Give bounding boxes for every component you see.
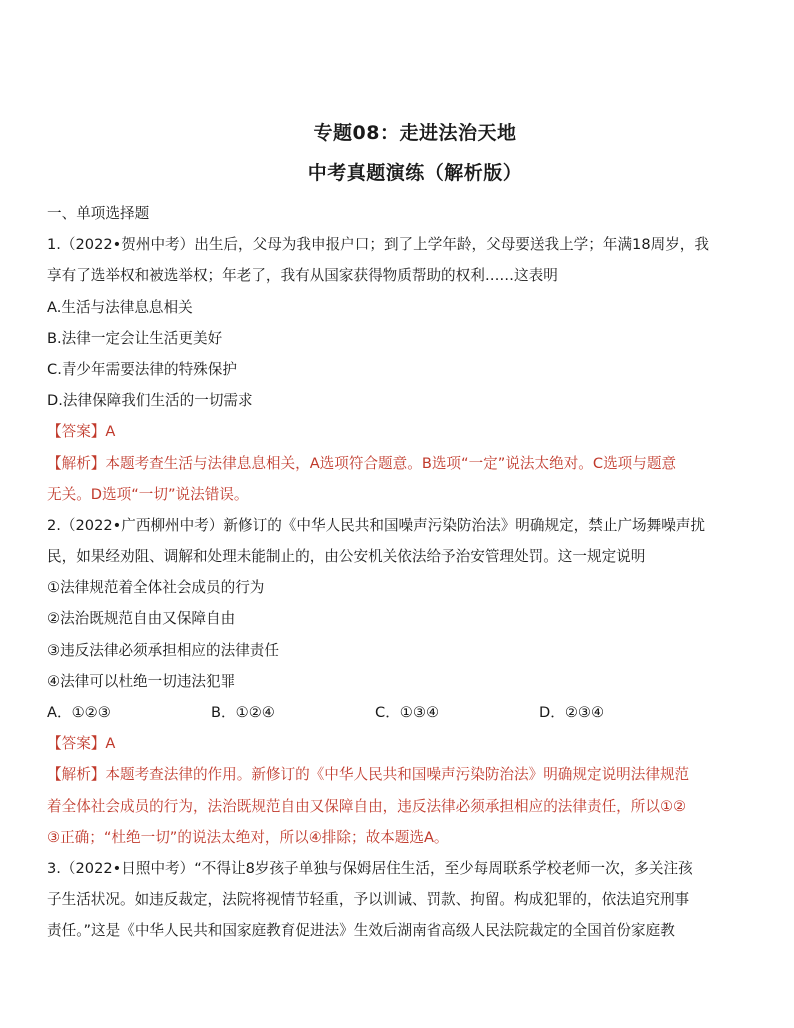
question-2-answer: 【答案】A [47,735,116,753]
question-1-stem-line-1: 1.（2022•贺州中考）出生后，父母为我申报户口；到了上学年龄，父母要送我上学；年满18周岁，我 [47,236,709,254]
question-2-stem-line-1: 2.（2022•广西柳州中考）新修订的《中华人民共和国噪声污染防治法》明确规定，禁止广场舞噪声扰 [47,516,706,534]
question-1-analysis-line-2: 无关。D选项“一切”说法错误。 [47,485,249,503]
question-1-option-d: D.法律保障我们生活的一切需求 [47,392,253,410]
question-2-analysis-line-1: 【解析】本题考查法律的作用。新修订的《中华人民共和国噪声污染防治法》明确规定说明法律规范 [47,766,690,784]
question-3-stem-line-3: 责任。”这是《中华人民共和国家庭教育促进法》生效后湖南省高级人民法院裁定的全国首份家庭教 [47,922,675,940]
question-1 [47,229,759,510]
question-2-statement-4: ④法律可以杜绝一切违法犯罪 [47,672,236,690]
question-2-stem-line-2: 民，如果经劝阻、调解和处理未能制止的，由公安机关依法给予治安管理处罚。这一规定说明 [47,548,646,566]
question-1-option-b: B.法律一定会让生活更美好 [47,329,223,347]
question-2-choice-b: B．①②④ [211,704,275,721]
document-title: 专题08：走进法治天地 [313,122,517,144]
question-2-choice-a: A．①②③ [47,704,111,721]
question-1-option-a: A.生活与法律息息相关 [47,298,193,316]
question-2-analysis-line-2: 着全体社会成员的行为，法治既规范自由又保障自由，违反法律必须承担相应的法律责任，所以①② [47,797,687,815]
question-1-answer: 【答案】A [47,423,116,441]
question-2-analysis-line-3: ③正确；“杜绝一切”的说法太绝对，所以④排除；故本题选A。 [47,828,449,846]
section-heading: 一、单项选择题 [47,205,150,222]
question-2-choice-d: D．②③④ [539,704,605,721]
document-subtitle: 中考真题演练（解析版） [307,162,523,184]
question-3 [47,853,759,947]
question-2-statement-1: ①法律规范着全体社会成员的行为 [47,579,265,597]
question-2-choices [47,697,759,728]
question-3-stem-line-1: 3.（2022•日照中考）“不得让8岁孩子单独与保姆居住生活，至少每周联系学校老师一次，多关注孩 [47,859,693,877]
question-2 [47,510,759,853]
document-body [47,198,759,947]
question-1-analysis-line-1: 【解析】本题考查生活与法律息息相关，A选项符合题意。B选项“一定”说法太绝对。C选项与题意 [47,454,677,472]
question-2-choice-c: C．①③④ [375,704,440,721]
question-1-option-c: C.青少年需要法律的特殊保护 [47,360,237,378]
question-2-statement-2: ②法治既规范自由又保障自由 [47,610,236,628]
question-3-stem-line-2: 子生活状况。如违反裁定，法院将视情节轻重，予以训诫、罚款、拘留。构成犯罪的，依法追究刑事 [47,891,690,909]
question-1-stem-line-2: 享有了选举权和被选举权；年老了，我有从国家获得物质帮助的权利……这表明 [47,267,558,285]
question-2-statement-3: ③违反法律必须承担相应的法律责任 [47,641,279,659]
